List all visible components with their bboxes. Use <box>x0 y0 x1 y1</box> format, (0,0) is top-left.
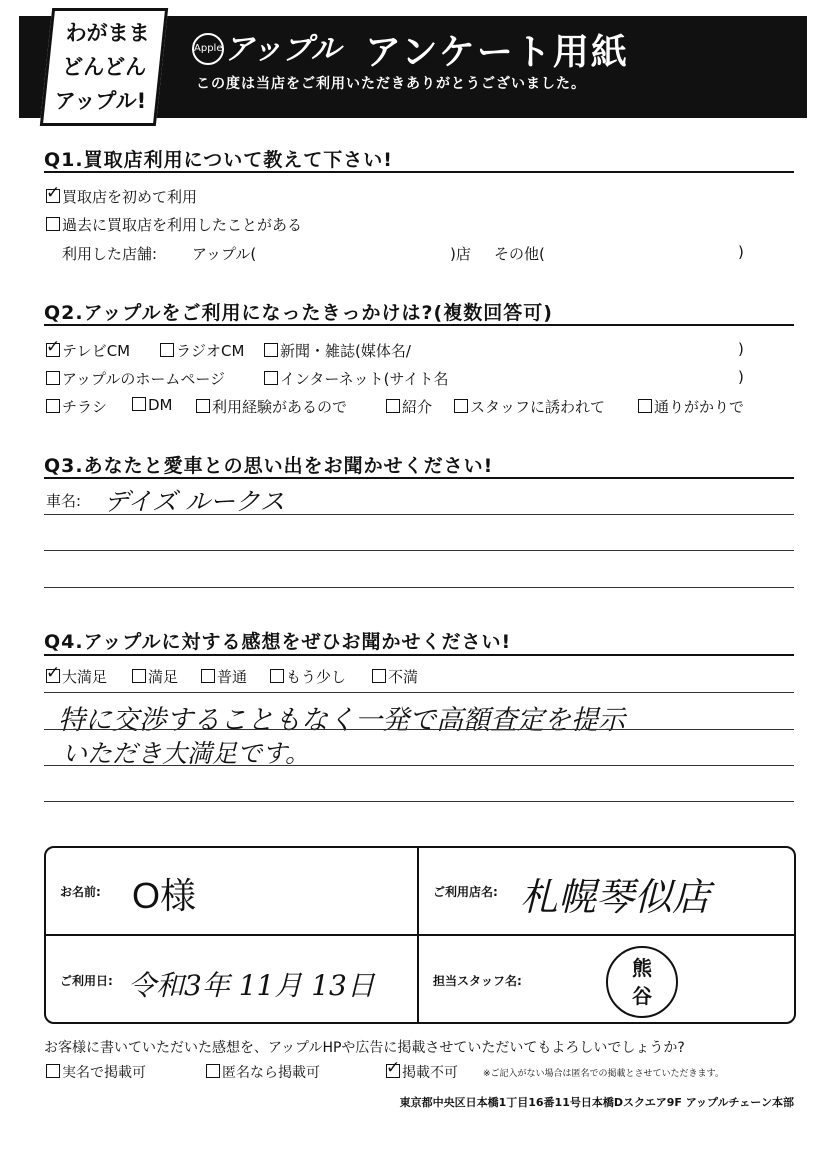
q3-line-2 <box>44 550 794 551</box>
checkbox-checked-icon[interactable] <box>46 669 60 683</box>
checkbox-icon[interactable] <box>132 669 146 683</box>
q2-option-experience[interactable]: 利用経験があるので <box>196 396 347 417</box>
checkbox-icon[interactable] <box>264 371 278 385</box>
q2-option-referral[interactable]: 紹介 <box>386 396 432 417</box>
store-value: 札幌琴似店 <box>520 875 711 919</box>
checkbox-icon[interactable] <box>206 1064 220 1078</box>
store-label: ご利用店名: <box>433 885 498 899</box>
q2-option-newspaper[interactable]: 新聞・雑誌(媒体名/ <box>264 340 411 361</box>
q1-store-close: ) <box>738 243 744 261</box>
q4-comment-line-1: 特に交渉することもなく一発で高額査定を提示 <box>58 705 625 736</box>
publish-question: お客様に書いていただいた感想を、アップルHPや広告に掲載させていただいてもよろしいでしょうか? <box>44 1040 685 1056</box>
q4-option-not-quite[interactable]: もう少し <box>270 666 346 687</box>
q2-option-staff[interactable]: スタッフに誘われて <box>454 396 605 417</box>
staff-name-stamp <box>606 946 678 1018</box>
apple-logo-icon: Apple <box>192 33 224 65</box>
q2-option-passing-by[interactable]: 通りがかりで <box>638 396 744 417</box>
q4-rule <box>44 654 794 656</box>
q4-option-normal[interactable]: 普通 <box>201 666 247 687</box>
publish-note: ※ご記入がない場合は匿名での掲載とさせていただきます。 <box>483 1069 724 1079</box>
stamp-char-1: 熊 <box>632 956 652 980</box>
checkbox-icon[interactable] <box>132 397 146 411</box>
q4-option-very-satisfied[interactable]: ✓大満足 <box>46 666 107 687</box>
checkbox-icon[interactable] <box>46 1064 60 1078</box>
q1-rule <box>44 171 794 173</box>
q4-line-1 <box>44 692 794 693</box>
staff-label: 担当スタッフ名: <box>433 974 522 988</box>
date-label: ご利用日: <box>60 974 113 988</box>
checkbox-icon[interactable] <box>160 343 174 357</box>
q3-car-label: 車名: <box>46 492 82 510</box>
q2-rule <box>44 324 794 326</box>
publish-option-anonymous[interactable]: 匿名なら掲載可 <box>206 1062 320 1082</box>
q4-comment-line-2: いただき大満足です。 <box>62 739 311 768</box>
table-divider-horizontal <box>44 934 796 936</box>
stamp-char-2: 谷 <box>632 984 652 1008</box>
q2-option-tv-cm[interactable]: ✓テレビCM <box>46 340 130 361</box>
q4-option-dissatisfied[interactable]: 不満 <box>372 666 418 687</box>
q3-rule <box>44 477 794 479</box>
slogan-line-2: どんどん <box>62 55 147 79</box>
q4-line-3 <box>44 765 794 766</box>
name-label: お名前: <box>60 885 101 899</box>
checkbox-icon[interactable] <box>270 669 284 683</box>
q3-heading: Q3.あなたと愛車との思い出をお聞かせください! <box>44 455 494 477</box>
slogan-badge <box>40 8 168 126</box>
q3-car-name: デイズ ルークス <box>104 487 285 516</box>
q2-option-flyer[interactable]: チラシ <box>46 396 107 417</box>
q1-store-other: その他( <box>494 245 545 263</box>
q2-heading: Q2.アップルをご利用になったきっかけは?(複数回答可) <box>44 302 553 324</box>
checkbox-icon[interactable] <box>46 217 60 231</box>
checkbox-icon[interactable] <box>372 669 386 683</box>
q1-store-suffix: )店 <box>450 245 471 263</box>
checkbox-icon[interactable] <box>201 669 215 683</box>
checkbox-checked-icon[interactable] <box>46 343 60 357</box>
checkbox-icon[interactable] <box>46 399 60 413</box>
q3-line-1 <box>44 514 794 515</box>
page-title: アンケート用紙 <box>365 32 629 73</box>
q3-line-3 <box>44 587 794 588</box>
publish-option-not-allowed[interactable]: ✓ 掲載不可 <box>386 1062 458 1082</box>
brand-logo-text: アップル <box>224 32 341 67</box>
publish-option-real-name[interactable]: 実名で掲載可 <box>46 1062 146 1082</box>
q1-option-first-time[interactable]: ✓買取店を初めて利用 <box>46 186 197 207</box>
date-value: 令和3年 11月 13日 <box>128 969 375 1002</box>
q1-heading: Q1.買取店利用について教えて下さい! <box>44 149 393 171</box>
slogan-line-3: アップル! <box>54 89 147 113</box>
checkbox-checked-icon[interactable] <box>46 189 60 203</box>
checkbox-checked-icon[interactable] <box>386 1064 400 1078</box>
checkbox-icon[interactable] <box>638 399 652 413</box>
q2-option-homepage[interactable]: アップルのホームページ <box>46 368 225 389</box>
checkbox-icon[interactable] <box>46 371 60 385</box>
checkbox-icon[interactable] <box>264 343 278 357</box>
q4-option-satisfied[interactable]: 満足 <box>132 666 178 687</box>
q1-store-apple: アップル( <box>192 245 257 263</box>
q1-option-used-before[interactable]: 過去に買取店を利用したことがある <box>46 214 302 235</box>
q2-row2-close: ) <box>738 368 744 386</box>
page-subtitle: この度は当店をご利用いただきありがとうございました。 <box>196 76 586 92</box>
q2-option-internet[interactable]: インターネット(サイト名 <box>264 368 448 389</box>
name-value: O様 <box>132 875 197 916</box>
company-address: 東京都中央区日本橋1丁目16番11号日本橋Dスクエア9F アップルチェーン本部 <box>399 1096 794 1109</box>
q1-store-label: 利用した店舗: <box>62 245 158 263</box>
q4-heading: Q4.アップルに対する感想をぜひお聞かせください! <box>44 631 512 653</box>
checkbox-icon[interactable] <box>386 399 400 413</box>
q4-line-2 <box>44 729 794 730</box>
q2-option-radio-cm[interactable]: ラジオCM <box>160 340 244 361</box>
checkbox-icon[interactable] <box>454 399 468 413</box>
q4-line-4 <box>44 801 794 802</box>
q2-option-dm[interactable]: DM <box>132 396 173 414</box>
slogan-line-1: わがまま <box>65 21 150 45</box>
checkbox-icon[interactable] <box>196 399 210 413</box>
q2-row1-close: ) <box>738 340 744 358</box>
